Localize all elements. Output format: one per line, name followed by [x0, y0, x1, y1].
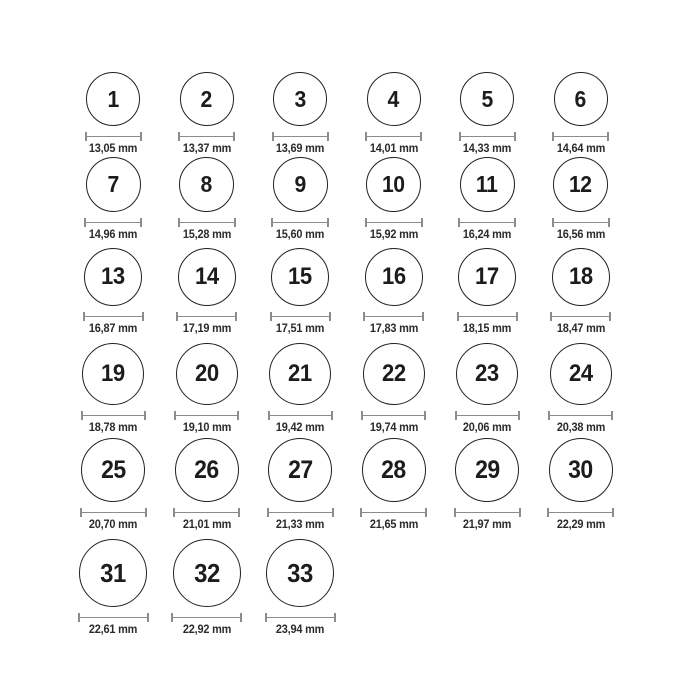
diameter-dimension-line [455, 411, 520, 420]
diameter-dimension-line [457, 312, 518, 321]
diameter-label: 18,15 mm [462, 323, 512, 335]
ring-size-number: 24 [568, 360, 593, 387]
diameter-label: 15,28 mm [182, 229, 231, 241]
diameter-label: 18,78 mm [88, 422, 138, 434]
ring-size-number: 32 [193, 558, 220, 588]
ring-size-number: 33 [287, 558, 313, 588]
diameter-dimension-line [176, 312, 237, 321]
diameter-dimension-line [547, 508, 614, 517]
diameter-dimension-bar [554, 222, 608, 224]
ring-size-number: 18 [568, 263, 593, 290]
ring-circle [554, 72, 608, 126]
ring-circle [550, 343, 612, 405]
ring-size-number: 7 [107, 171, 119, 197]
diameter-dimension-line [81, 411, 146, 420]
diameter-dimension-bar [87, 136, 140, 138]
ring-size-number: 10 [382, 171, 405, 197]
diameter-label: 13,37 mm [182, 143, 231, 155]
ring-circle [271, 248, 329, 306]
ring-circle [266, 539, 334, 607]
diameter-label: 21,33 mm [275, 519, 325, 531]
diameter-dimension-line [85, 132, 142, 141]
diameter-label: 20,06 mm [462, 422, 512, 434]
ring-circle [269, 343, 331, 405]
ring-circle [552, 248, 610, 306]
diameter-dimension-bar [80, 617, 147, 619]
diameter-dimension-bar [175, 512, 238, 514]
diameter-dimension-line [173, 508, 240, 517]
ring-size-number: 22 [381, 360, 406, 387]
ring-circle [460, 72, 514, 126]
diameter-dimension-line [174, 411, 239, 420]
ring-size-number: 8 [200, 171, 213, 197]
diameter-label: 19,42 mm [275, 422, 325, 434]
ring-size-number: 21 [288, 360, 312, 387]
diameter-dimension-bar [460, 222, 514, 224]
diameter-dimension-bar [273, 222, 327, 224]
ring-size-number: 17 [475, 263, 499, 290]
ring-circle [549, 438, 613, 502]
ring-size-number: 6 [574, 85, 587, 112]
diameter-dimension-bar [86, 222, 140, 224]
diameter-label: 16,24 mm [462, 229, 512, 241]
diameter-dimension-bar [549, 512, 612, 514]
ring-circle [86, 72, 140, 126]
ring-circle [365, 248, 423, 306]
diameter-dimension-line [78, 613, 149, 622]
diameter-label: 21,97 mm [462, 519, 512, 531]
diameter-dimension-line [454, 508, 521, 517]
diameter-label: 22,61 mm [88, 624, 138, 636]
diameter-label: 16,87 mm [88, 323, 138, 335]
diameter-dimension-line [361, 411, 426, 420]
diameter-dimension-line [365, 218, 423, 227]
diameter-dimension-bar [459, 316, 516, 318]
diameter-label: 21,65 mm [369, 519, 418, 531]
ring-circle [173, 539, 241, 607]
ring-circle [79, 539, 147, 607]
ring-size-number: 1 [107, 85, 119, 112]
ring-size-number: 19 [101, 360, 125, 387]
diameter-label: 21,01 mm [182, 519, 231, 531]
ring-size-number: 30 [568, 455, 593, 484]
diameter-label: 19,10 mm [182, 422, 231, 434]
diameter-dimension-bar [85, 316, 142, 318]
diameter-dimension-bar [82, 512, 145, 514]
diameter-label: 15,60 mm [275, 229, 325, 241]
diameter-dimension-bar [83, 415, 144, 417]
ring-circle [367, 72, 421, 126]
diameter-dimension-bar [274, 136, 327, 138]
diameter-dimension-bar [362, 512, 425, 514]
diameter-label: 19,74 mm [369, 422, 418, 434]
ring-circle [455, 438, 519, 502]
ring-size-number: 14 [194, 263, 219, 290]
diameter-dimension-bar [363, 415, 424, 417]
diameter-label: 16,56 mm [556, 229, 605, 241]
ring-circle [178, 248, 236, 306]
diameter-label: 22,29 mm [556, 519, 605, 531]
diameter-dimension-line [458, 218, 516, 227]
diameter-dimension-bar [269, 512, 332, 514]
diameter-dimension-bar [456, 512, 519, 514]
diameter-dimension-bar [367, 136, 420, 138]
diameter-dimension-bar [457, 415, 518, 417]
diameter-dimension-line [363, 312, 424, 321]
ring-circle [86, 157, 141, 212]
diameter-dimension-bar [365, 316, 422, 318]
ring-circle [268, 438, 332, 502]
ring-circle [180, 72, 234, 126]
ring-circle [175, 438, 239, 502]
ring-size-number: 23 [475, 360, 499, 387]
ring-size-number: 29 [474, 455, 500, 484]
diameter-label: 23,94 mm [275, 624, 325, 636]
diameter-dimension-bar [178, 316, 235, 318]
diameter-dimension-line [178, 132, 235, 141]
ring-size-number: 31 [100, 558, 126, 588]
ring-circle [363, 343, 425, 405]
ring-size-number: 4 [387, 85, 400, 112]
diameter-label: 13,05 mm [88, 143, 138, 155]
diameter-dimension-line [550, 312, 611, 321]
diameter-dimension-line [270, 312, 331, 321]
ring-size-number: 3 [294, 85, 306, 112]
diameter-label: 14,96 mm [88, 229, 138, 241]
diameter-label: 14,33 mm [462, 143, 512, 155]
diameter-dimension-line [83, 312, 144, 321]
diameter-dimension-line [271, 218, 329, 227]
ring-size-number: 28 [381, 455, 406, 484]
ring-size-number: 12 [569, 171, 592, 197]
diameter-dimension-line [80, 508, 147, 517]
diameter-dimension-bar [552, 316, 609, 318]
ring-circle [553, 157, 608, 212]
ring-size-number: 20 [194, 360, 219, 387]
ring-circle [362, 438, 426, 502]
diameter-dimension-line [459, 132, 516, 141]
diameter-label: 14,64 mm [556, 143, 605, 155]
ring-size-number: 11 [476, 171, 498, 197]
diameter-dimension-bar [272, 316, 329, 318]
ring-size-number: 2 [200, 85, 213, 112]
diameter-dimension-bar [270, 415, 331, 417]
ring-circle [179, 157, 234, 212]
diameter-label: 13,69 mm [275, 143, 325, 155]
ring-circle [82, 343, 144, 405]
diameter-dimension-line [548, 411, 613, 420]
ring-size-number: 16 [381, 263, 406, 290]
diameter-label: 18,47 mm [556, 323, 605, 335]
diameter-dimension-bar [173, 617, 240, 619]
diameter-dimension-line [268, 411, 333, 420]
ring-size-number: 26 [194, 455, 219, 484]
diameter-dimension-line [265, 613, 336, 622]
diameter-dimension-line [552, 218, 610, 227]
diameter-dimension-line [272, 132, 329, 141]
diameter-dimension-bar [267, 617, 334, 619]
diameter-label: 17,83 mm [369, 323, 418, 335]
ring-circle [366, 157, 421, 212]
diameter-label: 20,70 mm [88, 519, 138, 531]
diameter-dimension-line [365, 132, 422, 141]
diameter-dimension-bar [550, 415, 611, 417]
diameter-label: 17,19 mm [182, 323, 231, 335]
ring-size-number: 9 [294, 171, 306, 197]
diameter-dimension-bar [180, 136, 233, 138]
ring-circle [81, 438, 145, 502]
ring-circle [460, 157, 515, 212]
diameter-label: 22,92 mm [182, 624, 231, 636]
diameter-dimension-line [267, 508, 334, 517]
ring-size-number: 27 [287, 455, 313, 484]
ring-circle [456, 343, 518, 405]
ring-size-number: 15 [288, 263, 312, 290]
diameter-dimension-bar [554, 136, 607, 138]
diameter-label: 15,92 mm [369, 229, 418, 241]
ring-circle [273, 157, 328, 212]
diameter-dimension-line [360, 508, 427, 517]
diameter-dimension-bar [367, 222, 421, 224]
diameter-dimension-bar [180, 222, 234, 224]
ring-circle [84, 248, 142, 306]
diameter-label: 14,01 mm [369, 143, 418, 155]
diameter-label: 20,38 mm [556, 422, 605, 434]
diameter-dimension-bar [461, 136, 514, 138]
diameter-label: 17,51 mm [275, 323, 325, 335]
ring-size-number: 5 [481, 85, 493, 112]
diameter-dimension-line [552, 132, 609, 141]
ring-size-number: 25 [100, 455, 126, 484]
diameter-dimension-line [84, 218, 142, 227]
ring-circle [458, 248, 516, 306]
ring-size-number: 13 [101, 263, 125, 290]
diameter-dimension-line [178, 218, 236, 227]
ring-circle [273, 72, 327, 126]
diameter-dimension-bar [176, 415, 237, 417]
ring-circle [176, 343, 238, 405]
diameter-dimension-line [171, 613, 242, 622]
